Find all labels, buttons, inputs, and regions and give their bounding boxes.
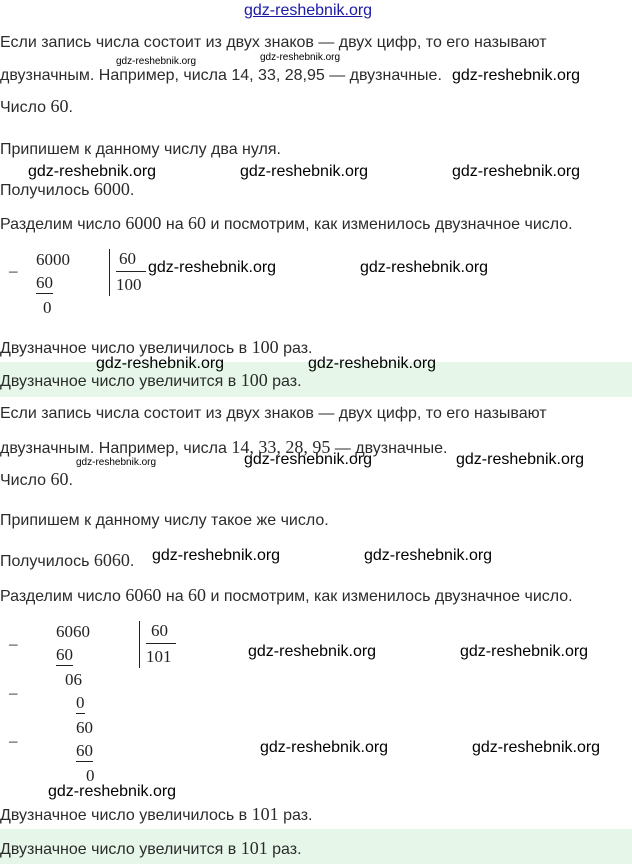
p2-divide-a: Разделим число	[0, 588, 126, 605]
p2-conclusion	[0, 804, 312, 826]
watermark: gdz-reshebnik.org	[96, 355, 225, 372]
p2-divide-line	[0, 585, 573, 607]
p1-result-prefix: Получилось	[0, 182, 94, 199]
p1-number-value: 60	[50, 96, 69, 116]
watermark: gdz-reshebnik.org	[116, 56, 197, 67]
p1-conclusion-b: раз.	[278, 340, 313, 357]
watermark: gdz-reshebnik.org	[76, 457, 157, 468]
p2-div-quotient: 101	[146, 647, 172, 666]
p2-intro-line1: Если запись числа состоит из двух знаков — двух цифр, то его называют	[0, 405, 547, 422]
p2-div-sub3: 60	[76, 741, 93, 760]
p1-divide-den: 60	[188, 213, 207, 233]
p1-div-divisor: 60	[119, 249, 136, 268]
p1-conclusion-num: 100	[251, 337, 279, 357]
watermark: gdz-reshebnik.org	[360, 259, 489, 276]
p2-answer	[0, 838, 302, 860]
watermark: gdz-reshebnik.org	[456, 451, 585, 468]
p2-div-divisor: 60	[151, 621, 168, 640]
p1-result-value: 6000	[93, 179, 130, 199]
p2-result-suffix: .	[129, 553, 135, 570]
watermark: gdz-reshebnik.org	[148, 259, 277, 276]
watermark: gdz-reshebnik.org	[240, 163, 369, 180]
watermark: gdz-reshebnik.org	[452, 163, 581, 180]
watermark: gdz-reshebnik.org	[308, 355, 437, 372]
p2-divide-den: 60	[188, 585, 207, 605]
p1-divide-b: на	[161, 216, 189, 233]
p1-number-prefix: Число	[0, 99, 51, 116]
p2-div-dividend: 6060	[56, 622, 90, 641]
p2-div-vertical-bar	[139, 621, 140, 668]
p1-number-suffix: .	[68, 99, 73, 116]
p2-answer-num: 101	[240, 838, 268, 858]
p1-div-vertical-bar	[109, 249, 110, 296]
watermark: gdz-reshebnik.org	[48, 783, 177, 800]
p1-answer	[0, 370, 302, 392]
p2-conclusion-b: раз.	[278, 807, 313, 824]
p1-intro-line1: Если запись числа состоит из двух знаков — двух цифр, то его называют	[0, 34, 547, 51]
p1-div-quotient: 100	[116, 275, 142, 294]
p2-result-value: 6060	[93, 550, 130, 570]
p1-conclusion-a: Двузначное число увеличилось в	[0, 340, 252, 357]
p1-answer-b: раз.	[267, 373, 302, 390]
p2-number-prefix: Число	[0, 472, 51, 489]
watermark: gdz-reshebnik.org	[472, 739, 601, 756]
p1-divide-c: и посмотрим, как изменилось двузначное число.	[206, 216, 573, 233]
watermark: gdz-reshebnik.org	[452, 67, 581, 84]
p1-result-line	[0, 179, 134, 201]
p2-divide-num: 6060	[125, 585, 162, 605]
p2-intro-line2-nums: 14, 33, 28, 95	[231, 437, 331, 457]
p1-div-dividend: 6000	[36, 250, 70, 269]
p2-div-minus-3: –	[9, 731, 18, 750]
p1-divide-line	[0, 213, 573, 235]
p2-div-minus-1: –	[9, 634, 18, 653]
p2-div-sub2: 0	[76, 693, 85, 712]
watermark: gdz-reshebnik.org	[248, 643, 377, 660]
p2-div-sub1: 60	[56, 645, 73, 664]
p2-div-horizontal-bar	[146, 643, 176, 644]
p2-append-text: Припишем к данному числу такое же число.	[0, 512, 329, 529]
p1-div-remainder: 0	[43, 298, 52, 317]
p1-answer-a: Двузначное число увеличится в	[0, 373, 241, 390]
p1-div-horizontal-bar	[116, 271, 146, 272]
p2-number-line	[0, 469, 73, 491]
p2-intro-line2-b: — двузначные.	[330, 440, 448, 457]
p1-divide-num: 6000	[125, 213, 162, 233]
p2-div-rem2: 60	[76, 718, 93, 737]
p1-divide-a: Разделим число	[0, 216, 126, 233]
p2-answer-a: Двузначное число увеличится в	[0, 841, 241, 858]
p2-conclusion-a: Двузначное число увеличилось в	[0, 807, 252, 824]
p1-result-suffix: .	[129, 182, 135, 199]
watermark: gdz-reshebnik.org	[244, 451, 373, 468]
p2-number-suffix: .	[68, 472, 73, 489]
p2-div-remainder: 0	[86, 766, 95, 785]
p2-div-rem1: 06	[65, 670, 82, 689]
p1-div-minus: –	[9, 261, 18, 280]
p1-number-line	[0, 96, 73, 118]
watermark: gdz-reshebnik.org	[260, 739, 389, 756]
p1-append-text: Припишем к данному числу два нуля.	[0, 141, 281, 158]
watermark: gdz-reshebnik.org	[28, 163, 157, 180]
watermark: gdz-reshebnik.org	[460, 643, 589, 660]
top-watermark-link[interactable]: gdz-reshebnik.org	[244, 2, 373, 19]
p2-result-line	[0, 550, 134, 572]
watermark: gdz-reshebnik.org	[152, 547, 281, 564]
p1-intro-line2: двузначным. Например, числа 14, 33, 28,95 — двузначные.	[0, 67, 442, 84]
p2-conclusion-num: 101	[251, 804, 279, 824]
watermark: gdz-reshebnik.org	[364, 547, 493, 564]
p2-intro-line2-a: двузначным. Например, числа	[0, 440, 232, 457]
p1-div-subtrahend: 60	[36, 273, 53, 292]
p2-result-prefix: Получилось	[0, 553, 94, 570]
p2-divide-c: и посмотрим, как изменилось двузначное число.	[206, 588, 573, 605]
p2-div-minus-2: –	[9, 683, 18, 702]
p2-divide-b: на	[161, 588, 189, 605]
watermark: gdz-reshebnik.org	[260, 52, 341, 63]
p1-answer-num: 100	[240, 370, 268, 390]
p2-answer-b: раз.	[267, 841, 302, 858]
p2-number-value: 60	[50, 469, 69, 489]
p2-intro-line2	[0, 437, 447, 459]
